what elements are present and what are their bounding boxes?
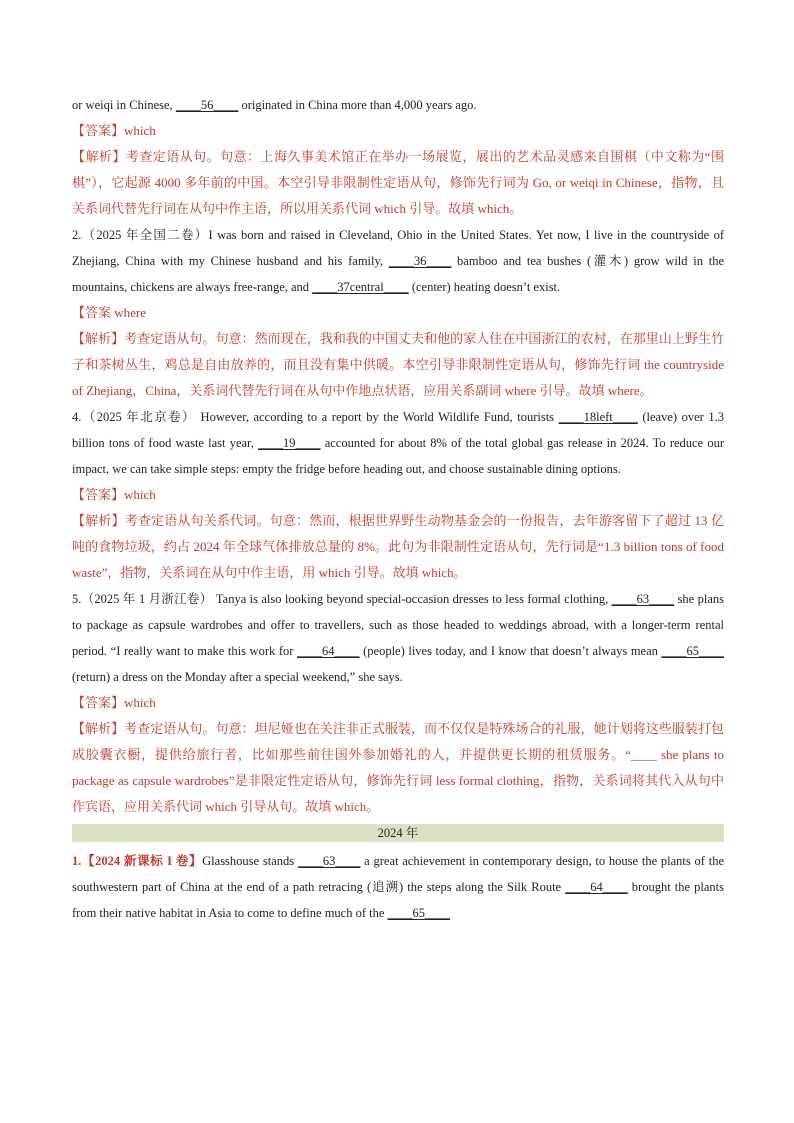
question-source: 5.（2025 年 1 月浙江卷） — [72, 592, 213, 606]
question-source: 1.【2024 新课标 I 卷】 — [72, 854, 203, 868]
question-text: 4.（2025 年北京卷） However, according to a report by the World Wildlife Fund, tourists ____18left____ (leave) over 1.3 billion tons of food waste last year, ____19____ accounted for about 8% of the total global gas release in 2024. To reduce our impact, we can take simple steps: empty the fridge before heading out, and choose sustainable dining options. — [72, 410, 724, 476]
question-text: 5.（2025 年 1 月浙江卷） Tanya is also looking beyond special-occasion dresses to less formal clothing, ____63____ she plans to package as capsule wardrobes and offer to travellers, such as those headed to weddings abroad, with a longer-term rental period. “I really want to make this work for ____64____ (people) lives today, and I know that doesn’t always mean ____65____ (return) a dress on the Monday after a special weekend,” she says. — [72, 592, 725, 684]
question-source: 4.（2025 年北京卷） — [72, 410, 196, 424]
answer-line: 【答案 where — [72, 305, 147, 320]
answer-blank: ____65____ — [387, 906, 451, 920]
answer-value: which — [124, 695, 156, 710]
analysis-paragraph: 【解析】考查定语从句。句意：上海久事美术馆正在举办一场展览，展出的艺术品灵感来自围棋（中文称为“围棋”），它起源 4000 多年前的中国。本空引导非限制性定语从句，修饰先行词为 Go, or weiqi in Chinese，指物，且关系词代替先行词在从句中作主语，所以用关系代词 which 引导。故填 which。 — [72, 149, 724, 216]
answer-line: 【答案】which — [72, 123, 156, 138]
answer-blank: ____37central____ — [312, 280, 409, 294]
question-text: 2.（2025 年全国二卷）I was born and raised in Cleveland, Ohio in the United States. Yet now, I live in the countryside of Zhejiang, China with my Chinese husband and his family, ____36____ bamboo and tea bushes (灌木) grow wild in the mountains, chickens are always free-range, and ____37central____ (center) heating doesn’t exist. — [72, 228, 724, 294]
answer-blank: ____64____ — [297, 644, 360, 658]
answer-blank: ____65____ — [661, 644, 725, 658]
answer-blank: ____36____ — [388, 254, 452, 268]
document-content — [72, 92, 724, 926]
analysis-paragraph: 【解析】考查定语从句。句意：坦尼娅也在关注非正式服装，而不仅仅是特殊场合的礼服，她计划将这些服装打包成胶囊衣橱，提供给旅行者，比如那些前往国外参加婚礼的人，并提供更长期的租赁服务。“____ she plans to package as capsule wardrobes”是非限定性定语从句，修饰先行词 less formal clothing，指物，关系词将其代入从句中作宾语，应用关系代词 which 引导从句。故填 which。 — [72, 721, 724, 814]
answer-value: where — [114, 305, 147, 320]
analysis-paragraph: 【解析】考查定语从句关系代词。句意：然而，根据世界野生动物基金会的一份报告，去年游客留下了超过 13 亿吨的食物垃圾，约占 2024 年全球气体排放总量的 8%。此句为非限制性定语从句，先行词是“1.3 billion tons of food waste”，指物，关系词在从句中作主语，用 which 引导。故填 which。 — [72, 513, 724, 580]
answer-blank: ____64____ — [565, 880, 628, 894]
answer-blank: ____63____ — [297, 854, 361, 868]
answer-blank: ____56____ — [175, 98, 239, 112]
year-section-header: 2024 年 — [72, 824, 724, 842]
question-text: 1.【2024 新课标 I 卷】Glasshouse stands ____63____ a great achievement in contemporary design, to house the plants of the southwestern part of China at the end of a path retracing (追溯) the steps along the Silk Route ____64____ brought the plants from their native habitat in Asia to come to define much of the ____65____ — [72, 854, 725, 920]
answer-line: 【答案】which — [72, 695, 156, 710]
answer-blank: ____18left____ — [558, 410, 638, 424]
answer-value: which — [124, 123, 156, 138]
answer-blank: ____19____ — [258, 436, 321, 450]
question-text: or weiqi in Chinese, ____56____ originated in China more than 4,000 years ago. — [72, 98, 477, 112]
analysis-paragraph: 【解析】考查定语从句。句意：然而现在，我和我的中国丈夫和他的家人住在中国浙江的农村，在那里山上野生竹子和茶树丛生，鸡总是自由放养的，而且没有集中供暖。本空引导非限制性定语从句，修饰先行词 the countryside of Zhejiang，China，关系词代替先行词在从句中作地点状语，应用关系副词 where 引导。故填 where。 — [72, 331, 724, 398]
answer-value: which — [124, 487, 156, 502]
question-source: 2.（2025 年全国二卷） — [72, 228, 209, 242]
answer-line: 【答案】which — [72, 487, 156, 502]
answer-blank: ____63____ — [611, 592, 675, 606]
